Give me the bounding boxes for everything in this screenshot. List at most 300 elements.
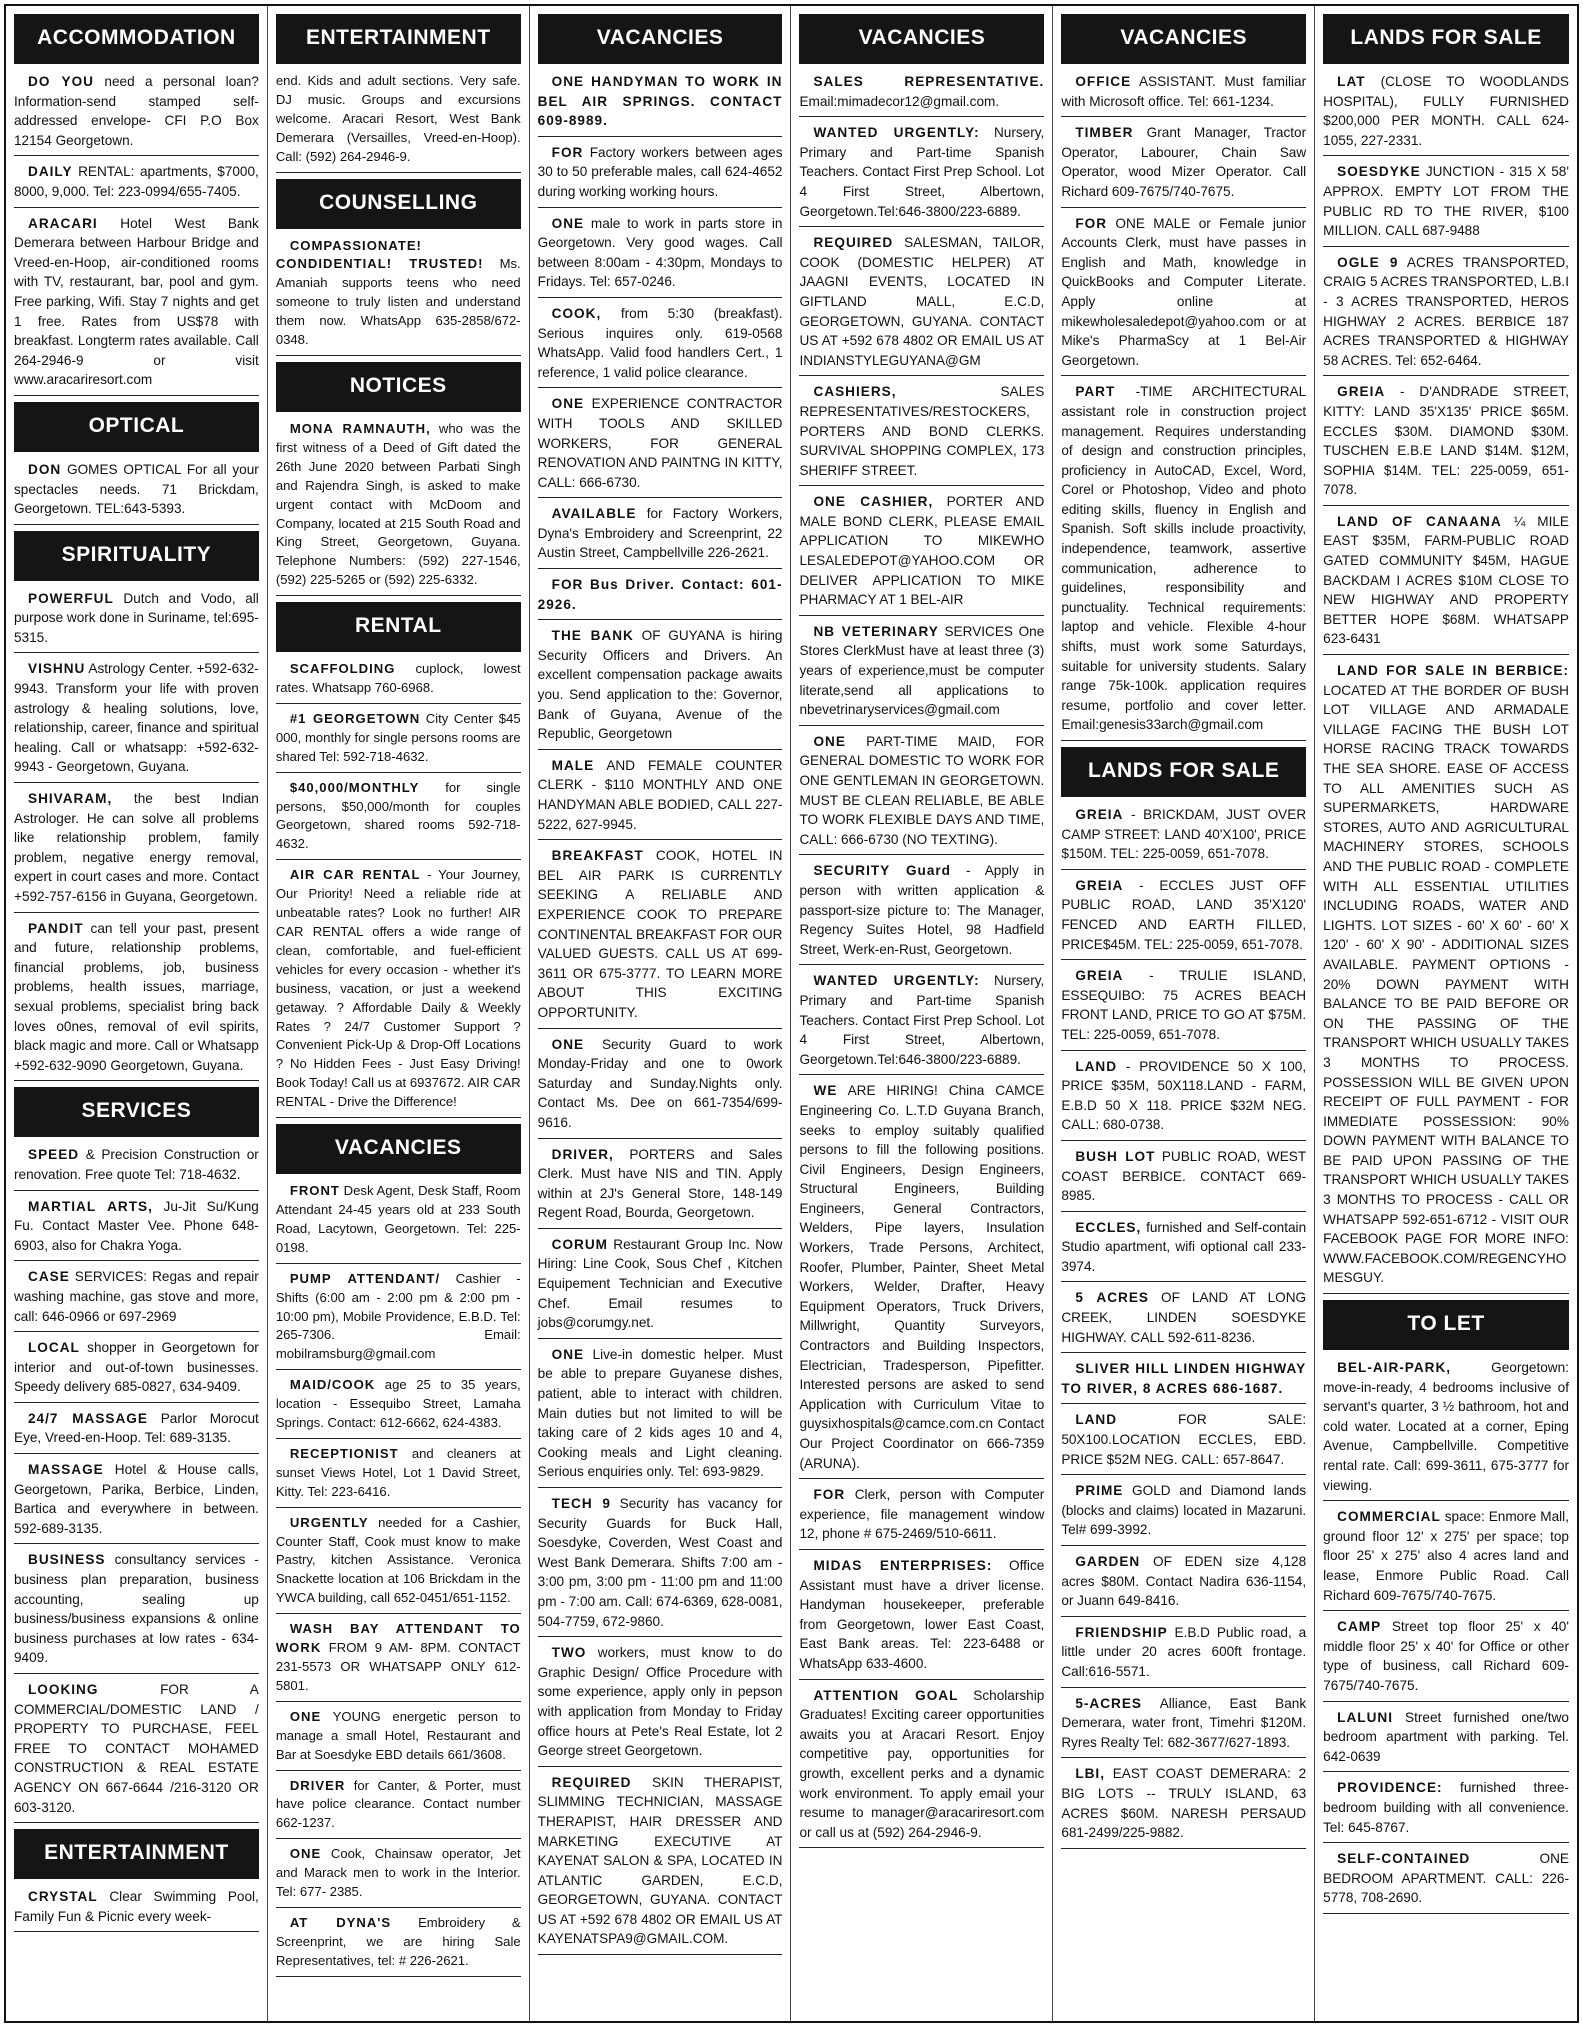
- ad-lead: REQUIRED: [813, 235, 894, 251]
- ad-lead: PANDIT: [28, 920, 84, 936]
- classified-ad: [276, 1376, 521, 1439]
- classified-ad: [276, 866, 521, 1118]
- ad-lead: CORUM: [551, 1236, 609, 1252]
- ad-text: shopper in Georgetown for interior and out-of-town businesses. Speedy delivery 685-0827, 634-9409.: [14, 1340, 259, 1395]
- classified-ad: [538, 72, 783, 137]
- ad-lead: PRIME: [1075, 1483, 1124, 1499]
- classified-ad: [799, 382, 1044, 486]
- ad-lead: NB VETERINARY: [813, 623, 939, 639]
- ad-text: cuplock, lowest rates. Whatsapp 760-6968.: [275, 661, 521, 696]
- ad-lead: LAT: [1337, 74, 1366, 89]
- ad-lead: GREIA: [1075, 807, 1124, 822]
- ad-lead: POWERFUL: [28, 590, 114, 606]
- classified-ad: [14, 1267, 259, 1332]
- ad-text: Nursery, Primary and Part-time Spanish Teachers. Contact First Prep School. Lot 4 First Street, Albertown, Georgetown.Tel:646-3800/223-6889.: [799, 125, 1045, 219]
- classified-ad: [1323, 1507, 1569, 1611]
- ad-text: workers, must know to do Graphic Design/ Office Procedure with some experience, apply only in pepson with application from Monday to Friday office hours at Pete's Real Estate, lot 2 George street Georgetown.: [537, 1645, 783, 1759]
- classified-ad: [276, 1620, 521, 1702]
- ad-lead: MAID/COOK: [289, 1377, 376, 1393]
- ad-text: Nursery, Primary and Part-time Spanish Teachers. Contact First Prep School. Lot 4 First Street, Albertown, Georgetown.Tel:646-3800/223-6889.: [799, 973, 1045, 1067]
- classified-ad: [799, 1686, 1044, 1849]
- classified-ad: [1061, 1552, 1306, 1617]
- ad-text: Grant Manager, Tractor Operator, Labourer, Chain Saw Operator, wood Mizer Operator. Call Richard 609-7675/740-7675.: [1061, 125, 1307, 199]
- ad-lead: BEL-AIR-PARK,: [1337, 1360, 1452, 1376]
- ad-text: Ms. Amaniah supports teens who need someone to truly listen and understand them now. WhatsApp 635-2858/672-0348.: [275, 256, 521, 348]
- ad-text: Restaurant Group Inc. Now Hiring: Line Cook, Sous Chef , Kitchen Equipement Technician and Executive Chef. Email resumes to jobs@corumgy.net.: [537, 1236, 783, 1331]
- ad-text: from 5:30 (breakfast). Serious inquires only. 619-0568 WhatsApp. Valid food handlers Cert., 1 reference, 1 valid police clearance.: [537, 305, 783, 380]
- ad-text: - Your Journey, Our Priority! Need a reliable ride at unbeatable rates? Look no further! AIR CAR RENTAL offers a wide range of clean, comfortable, and fuel-efficient vehicles for every occasion - whether it's business, vacation, or just a weekend getaway. ? Affordable Daily & Weekly Rates ? 24/7 Customer Support ? Convenient Pick-Up & Drop-Off Locations ? No Hidden Fees - Just Easy Driving! Book Today! Call us at 6937672. AIR CAR RENTAL - Drive the Difference!: [275, 867, 521, 1110]
- classified-ad: [1323, 1358, 1569, 1501]
- section-header-spirituality: SPIRITUALITY: [14, 531, 259, 581]
- ad-lead: MIDAS ENTERPRISES:: [813, 1557, 993, 1573]
- ad-lead: SELF-CONTAINED: [1337, 1851, 1471, 1867]
- classified-ad: [276, 1270, 521, 1371]
- ad-lead: ONE: [551, 396, 585, 412]
- ad-lead: COOK,: [551, 305, 602, 321]
- classified-ad: [14, 1145, 259, 1190]
- ad-text: Desk Agent, Desk Staff, Room Attendant 24-45 years old at 233 South Road, Lacytown, Georgetown. Tel: 225-0198.: [275, 1183, 521, 1255]
- ad-text: Hotel West Bank Demerara between Harbour Bridge and Vreed-en-Hoop, air-conditioned rooms with TV, restaurant, bar, pool and gym. Free parking, Wifi. Stay 7 nights and get 1 free. Rates from US$78 with breakfast. Longterm rates available. Call 264-2946-9 or visit www.aracariresort.com: [14, 215, 259, 388]
- classified-ad: [14, 162, 259, 207]
- ad-text: -TIME ARCHITECTURAL assistant role in construction project management. Requires understanding of design and construction principles, proficiency in AutoCAD, Excel, Word, Corel or Photoshop, Video and photo editing skills, fluency in English and Spanish. Soft skills include proactivity, independence, teamwork, assertive communication, adherence to guidelines, responsibility and punctuality. Technical requirements: laptop and vehicle. Flexible 4-hour shifts, must work some Saturdays, suitable for university students. Salary range 75k-100k. application requires resume, portfolio and cover letter. Email:genesis33arch@gmail.com: [1061, 384, 1307, 733]
- classified-ad: [1061, 72, 1306, 117]
- ad-lead: LAND: [1075, 1412, 1118, 1428]
- ad-text: Ju-Jit Su/Kung Fu. Contact Master Vee. Phone 648-6903, also for Chakra Yoga.: [14, 1198, 259, 1253]
- ad-text: - Apply in person with written application & passport-size picture to: The Manager, Regency Suites Hotel, 98 Hadfield Street, Werk-en-Rust, Georgetown.: [799, 863, 1045, 957]
- classified-ad: [538, 1345, 783, 1488]
- classified-ad: [538, 504, 783, 569]
- ad-lead: LALUNI: [1337, 1709, 1393, 1725]
- classified-ad: [1323, 661, 1569, 1294]
- classified-ad: [14, 1409, 259, 1454]
- classified-ad: [14, 919, 259, 1082]
- column-1: [6, 6, 268, 2021]
- classified-ad: [276, 72, 521, 173]
- ad-text: RENTAL: apartments, $7000, 8000, 9,000. Tel: 223-0994/655-7405.: [14, 164, 259, 199]
- ad-text: for Factory Workers, Dyna's Embroidery and Screenprint, 22 Austin Street, Campbellville 226-2621.: [537, 506, 783, 561]
- ad-lead: LAND OF CANAANA: [1337, 513, 1502, 529]
- ad-text: can tell your past, present and future, relationship problems, financial problems, job, business problems, health issues, marriage, sexual problems, specialist bring back loves o0nes, removal of evil spirits, black magic and more. Call or Whatsapp +592-632-9090 Georgetown, Guyana.: [14, 920, 259, 1073]
- ad-lead: COMPASSIONATE! CONDIDENTIAL! TRUSTED!: [275, 237, 484, 272]
- classified-ad: [538, 143, 783, 208]
- column-6: [1315, 6, 1577, 2021]
- classified-ad: [276, 1514, 521, 1615]
- ad-lead: MARTIAL ARTS,: [28, 1198, 153, 1214]
- classified-ad: [14, 789, 259, 913]
- classified-ad: [1061, 214, 1306, 377]
- classified-ad: [538, 394, 783, 498]
- column-2: [268, 6, 530, 2021]
- ad-lead: LAND: [1075, 1058, 1118, 1074]
- classified-ad: [1323, 1849, 1569, 1914]
- ad-text: furnished and Self-contain Studio apartment, wifi optional call 233-3974.: [1061, 1219, 1307, 1274]
- section-header-vacancies: VACANCIES: [799, 14, 1044, 64]
- ad-text: Security has vacancy for Security Guards for Buck Hall, Soesdyke, Coverden, West Coast and West Bank Demerara. Shifts 7:00 am - 3:00 pm, 3:00 pm - 11:00 pm and 11:00 pm - 7:00 am. Call: 674-6369, 628-0081, 504-7759, 672-9860.: [537, 1496, 783, 1629]
- classified-ad: [276, 660, 521, 704]
- ad-text: Georgetown: move-in-ready, 4 bedrooms inclusive of servant's quarter, 3 ½ bathroom, hot and cold water. Located at a corner, Eping Avenue, Campbellville. Competitive rental rate. Call: 699-3611, 675-3777 for viewing.: [1323, 1360, 1569, 1493]
- classified-ad: [1061, 1764, 1306, 1848]
- ad-text: & Precision Construction or renovation. Free quote Tel: 718-4632.: [14, 1147, 259, 1182]
- ad-text: ASSISTANT. Must familiar with Microsoft office. Tel: 661-1234.: [1061, 74, 1307, 109]
- classified-ad: [799, 622, 1044, 726]
- classified-ad: [276, 1445, 521, 1508]
- ad-lead: ONE: [551, 1346, 585, 1362]
- classified-ad: [1323, 1617, 1569, 1701]
- ad-text: GOLD and Diamond lands (blocks and claims) located in Mazaruni. Tel# 699-3992.: [1061, 1483, 1307, 1538]
- classified-ad: [1061, 1218, 1306, 1283]
- ad-lead: AIR CAR RENTAL: [289, 867, 421, 883]
- ad-lead: LBI,: [1075, 1766, 1105, 1782]
- ad-lead: WANTED URGENTLY:: [813, 125, 980, 141]
- ad-lead: MONA RAMNAUTH,: [289, 420, 431, 436]
- ad-lead: CAMP: [1337, 1619, 1382, 1635]
- ad-text: EAST COAST DEMERARA: 2 BIG LOTS -- TRULY ISLAND, 63 ACRES $60M. NARESH PERSAUD 681-2499/225-9882.: [1061, 1766, 1307, 1841]
- classified-ad: [14, 1680, 259, 1823]
- ad-lead: TIMBER: [1075, 125, 1134, 141]
- ad-lead: SLIVER HILL LINDEN HIGHWAY TO RIVER, 8 ACRES 686-1687.: [1061, 1361, 1307, 1396]
- ad-text: and cleaners at sunset Views Hotel, Lot 1 David Street, Kitty. Tel: 223-6416.: [275, 1445, 521, 1499]
- ad-lead: AT DYNA'S: [289, 1914, 392, 1930]
- ad-lead: MALE: [551, 757, 595, 773]
- ad-lead: GARDEN: [1075, 1554, 1141, 1569]
- classified-ad: [799, 732, 1044, 856]
- classified-ad: [1061, 1694, 1306, 1759]
- ad-text: Clear Swimming Pool, Family Fun & Picnic every week-: [14, 1889, 259, 1924]
- ad-lead: SOESDYKE: [1337, 164, 1421, 180]
- ad-text: male to work in parts store in Georgetown. Very good wages. Call between 8:00am - 4:30pm, Mondays to Fridays. Tel: 657-0246.: [537, 215, 783, 290]
- ad-lead: CASHIERS,: [813, 384, 897, 400]
- ad-text: E.B.D Public road, a little under 20 acres 600ft frontage. Call:616-5571.: [1061, 1624, 1307, 1679]
- classified-ad: [799, 123, 1044, 227]
- ad-lead: DRIVER: [289, 1777, 346, 1793]
- ad-lead: BUSINESS: [28, 1552, 106, 1568]
- ad-lead: COMMERCIAL: [1337, 1509, 1441, 1525]
- section-header-rental: RENTAL: [276, 602, 521, 652]
- column-5: [1053, 6, 1315, 2021]
- section-header-lands-for-sale: LANDS FOR SALE: [1061, 747, 1306, 797]
- classified-ad: [1061, 1288, 1306, 1353]
- classified-ad: [276, 420, 521, 596]
- ad-text: - TRULIE ISLAND, ESSEQUIBO: 75 ACRES BEACH FRONT LAND, PRICE TO GO AT $75M. TEL: 225-0059, 651-7078.: [1061, 968, 1307, 1042]
- ad-lead: ONE CASHIER,: [813, 494, 934, 510]
- classified-ad: [1061, 805, 1306, 870]
- classified-ad: [538, 1145, 783, 1229]
- ad-text: OF EDEN size 4,128 acres $80M. Contact Nadira 636-1154, or Juann 649-8416.: [1061, 1554, 1307, 1609]
- ad-lead: RECEPTIONIST: [289, 1445, 399, 1461]
- ad-text: COOK, HOTEL IN BEL AIR PARK IS CURRENTLY SEEKING A RELIABLE AND EXPERIENCE COOK TO PREPARE CONTINENTAL BREAKFAST FOR OUR VALUED GUESTS. CALL US AT 699-3611 OR 675-3777. TO LEARN MORE ABOUT THIS EXCITING OPPORTUNITY.: [537, 848, 783, 1020]
- ad-text: (CLOSE TO WOODLANDS HOSPITAL), FULLY FURNISHED $200,000 PER MONTH. CALL 624-1055, 227-2331.: [1323, 74, 1569, 148]
- ad-text: ACRES TRANSPORTED, CRAIG 5 ACRES TRANSPORTED, L.B.I - 3 ACRES TRANSPORTED, HEROS HIGHWAY 2 ACRES. BERBICE 187 ACRES TRANSPORTED & HIGHWAY 58 ACRES. Tel: 652-6464.: [1323, 254, 1569, 368]
- ad-text: Parlor Morocut Eye, Vreed-en-Hoop. Tel: 689-3135.: [14, 1410, 259, 1446]
- ad-lead: $40,000/MONTHLY: [289, 779, 420, 795]
- ad-text: needed for a Cashier, Counter Staff, Cook must know to make Pastry, kitchen Assistance. Veronica Snackette location at 106 Brickdam in the YWCA building, call 652-0451/651-1152.: [275, 1514, 521, 1606]
- ad-lead: OGLE 9: [1337, 254, 1399, 270]
- classified-ad: [799, 233, 1044, 376]
- section-header-accommodation: ACCOMMODATION: [14, 14, 259, 64]
- classified-ad: [1323, 1708, 1569, 1773]
- ad-lead: 5-ACRES: [1075, 1695, 1142, 1711]
- classified-ad: [14, 589, 259, 654]
- ad-text: for single persons, $50,000/month for couples Georgetown, shared rooms 592-718-4632.: [275, 779, 521, 852]
- section-header-services: SERVICES: [14, 1087, 259, 1137]
- ad-lead: ATTENTION GOAL: [813, 1687, 959, 1703]
- ad-lead: BUSH LOT: [1075, 1148, 1156, 1164]
- classified-ad: [538, 1643, 783, 1767]
- ad-text: for Canter, & Porter, must have police clearance. Contact number 662-1237.: [275, 1777, 521, 1831]
- classified-ad: [14, 1197, 259, 1262]
- classified-ad: [1061, 1359, 1306, 1404]
- classified-ad: [799, 1485, 1044, 1550]
- ad-lead: SCAFFOLDING: [289, 661, 396, 677]
- ad-text: - ECCLES JUST OFF PUBLIC ROAD, LAND 35'X120' FENCED AND EARTH FILLED, PRICE$45M. TEL: 225-0059, 651-7078.: [1061, 877, 1307, 952]
- ad-text: OF LAND AT LONG CREEK, LINDEN SOESDYKE HIGHWAY. CALL 592-611-8236.: [1061, 1290, 1307, 1345]
- ad-text: furnished three-bedroom building with all convenience. Tel: 645-8767.: [1323, 1780, 1569, 1835]
- classified-ad: [276, 1777, 521, 1840]
- classified-ad: [276, 237, 521, 356]
- classified-ad: [1061, 1057, 1306, 1141]
- ad-lead: PART: [1075, 384, 1116, 400]
- ad-text: LOCATED AT THE BORDER OF BUSH LOT VILLAGE AND ARMADALE VILLAGE FACING THE BUSH LOT HORSE RACING TRACK TOWARDS THE SEA SHORE. EASE OF ACCESS TO ALL AMENITIES SUCH AS SUPERMARKETS, HARDWARE STORES, AUTO AND AGRICULTURAL MACHINERY STORES, SCHOOLS AND THE PUBLIC ROAD - COMPLETE WITH ALL ESSENTIAL UTILITIES INCLUDING ROADS, WATER AND LIGHTS. LOT SIZES - 60' X 60' - 60' X 120' - 60' X 90' - ADDITIONAL SIZES AVAILABLE. PAYMENT OPTIONS - 20% DOWN PAYMENT WITH BALANCE TO BE PAID BEFORE OR ON THE PASSING OF THE TRANSPORT WHICH USUALLY TAKES 3 MONTHS TO PROCESS. POSSESSION WILL BE GIVEN UPON RECEIPT OF FULL PAYMENT - FOR IMMEDIATE POSSESSION: 90% DOWN PAYMENT WITH BALANCE TO BE PAID UPON PASSING OF THE TRANSPORT WHICH USUALLY TAKES 3 MONTHS TO PROCESS - CALL OR WHATSAPP 592-651-6712 - VISIT OUR FACEBOOK PAGE FOR MORE INFO: WWW.FACEBOOK.COM/REGENCYHOMESGUY.: [1323, 682, 1569, 1286]
- section-header-vacancies: VACANCIES: [538, 14, 783, 64]
- ad-lead: WASH BAY ATTENDANT TO WORK: [275, 1621, 521, 1656]
- classified-ad: [1061, 1147, 1306, 1212]
- ad-text: ARE HIRING! China CAMCE Engineering Co. L.T.D Guyana Branch, seeks to employ suitably qualified persons to fill the following positions. Civil Engineers, Design Engineers, Structural Engineers, Building Engineers, General Contractors, Welders, Pipe layers, Insulation Workers, Trade Persons, Architect, Roofer, Plumber, Painter, Sheet Metal Workers, Welder, Drafter, Heavy Equipment Operators, Truck Drivers, Millwright, Quantity Surveyors, Contractors and Building Inspectors, Electrician, Tradesperson, Pipefitter. Interested persons are asked to send Application with Curriculum Vitae to guysixhospitals@camce.com.cn Contact Our Project Coordinator on 666-7359 (ARUNA).: [799, 1083, 1045, 1471]
- ad-text: Clerk, person with Computer experience, file management window 12, phone # 675-2469/510-6611.: [799, 1487, 1045, 1542]
- ad-lead: ONE: [551, 215, 585, 231]
- ad-text: Embroidery & Screenprint, we are hiring Sale Representatives, tel: # 226-2621.: [275, 1914, 521, 1968]
- classified-ad: [538, 214, 783, 298]
- ad-lead: #1 GEORGETOWN: [289, 710, 421, 726]
- ad-text: FROM 9 AM- 8PM. CONTACT 231-5573 OR WHATSAPP ONLY 612-5801.: [275, 1640, 521, 1693]
- ad-lead: DO YOU: [28, 74, 95, 89]
- section-header-lands-for-sale: LANDS FOR SALE: [1323, 14, 1569, 64]
- ad-text: Factory workers between ages 30 to 50 preferable males, call 624-4652 during working working hours.: [537, 144, 783, 199]
- classified-ad: [538, 1494, 783, 1637]
- ad-text: ONE BEDROOM APARTMENT. CALL: 226-5778, 708-2690.: [1323, 1851, 1569, 1906]
- ad-text: PORTERS and Sales Clerk. Must have NIS and TIN. Apply within at 2J's General Store, 148-149 Regent Road, Bourda, Georgetown.: [537, 1146, 783, 1221]
- section-header-vacancies: VACANCIES: [1061, 14, 1306, 64]
- ad-text: ONE MALE or Female junior Accounts Clerk, must have passes in English and Math, knowledge in QuickBooks and Computer Literate. Apply online at mikewholesaledepot@yahoo.com or at Mike's PharmaScy at 1 Bel-Air Georgetown.: [1061, 215, 1307, 368]
- section-header-entertainment: ENTERTAINMENT: [14, 1829, 259, 1879]
- classified-ad: [538, 304, 783, 388]
- classified-ad: [1061, 966, 1306, 1050]
- ad-lead: 24/7 MASSAGE: [28, 1410, 148, 1426]
- ad-text: - PROVIDENCE 50 X 100, PRICE $35M, 50X118.LAND - FARM, E.B.D 50 X 118. PRICE $32M NEG. CALL: 680-0738.: [1061, 1058, 1307, 1133]
- ad-lead: BREAKFAST: [551, 848, 644, 864]
- ad-lead: WANTED URGENTLY:: [813, 973, 980, 989]
- classified-ad: [799, 1556, 1044, 1680]
- ad-lead: MASSAGE: [28, 1462, 104, 1478]
- classified-ad: [1061, 382, 1306, 741]
- ad-text: SERVICES One Stores ClerkMust have at least three (3) years of experience,must be computer literate,send all applications to nbevetrinaryservices@gmail.com: [799, 623, 1045, 718]
- ad-text: Email:mimadecor12@gmail.com.: [799, 93, 1000, 109]
- classified-ad: [799, 492, 1044, 616]
- classified-ad: [1061, 1481, 1306, 1546]
- classified-ad: [1323, 512, 1569, 655]
- ad-text: FOR SALE: 50X100.LOCATION ECCLES, EBD. PRICE $52M NEG. CALL: 657-8647.: [1061, 1412, 1307, 1467]
- ad-lead: PROVIDENCE:: [1337, 1780, 1443, 1796]
- classified-ad: [1061, 123, 1306, 207]
- ad-text: Street top floor 25' x 40' middle floor 25' x 40' for Office or other type of business, call Richard 609-7675/740-7675.: [1323, 1619, 1569, 1693]
- classified-ad: [538, 1235, 783, 1339]
- ad-lead: SHIVARAM,: [28, 791, 113, 807]
- ad-text: - D'ANDRADE STREET, KITTY: LAND 35'X135' PRICE $65M. ECCLES $30M. DIAMOND $30M. TUSCHEN E.B.E LAND $14M. $12M, SOPHIA $14M. TEL: 225-0059, 651-7078.: [1323, 384, 1569, 498]
- classified-ad: [538, 626, 783, 750]
- ad-lead: AVAILABLE: [551, 506, 637, 522]
- section-header-notices: NOTICES: [276, 362, 521, 412]
- classified-ad: [799, 72, 1044, 117]
- classified-ad: [1061, 1623, 1306, 1688]
- ad-lead: TWO: [551, 1645, 587, 1661]
- ad-text: Cashier - Shifts (6:00 am - 2:00 pm & 2:00 pm - 10:00 pm), Mobile Providence, E.B.D. Tel: 265-7306. Email: mobilramsburg@gmail.com: [275, 1270, 521, 1362]
- ad-lead: ONE: [289, 1708, 322, 1724]
- ad-text: SALESMAN, TAILOR, COOK (DOMESTIC HELPER) AT JAAGNI EVENTS, LOCATED IN GIFTLAND MALL, E.C.D, GEORGETOWN, GUYANA. CONTACT US AT +592 678 4802 OR EMAIL US AT INDIANSTYLEGUYANA@GM: [799, 235, 1045, 368]
- ad-text: YOUNG energetic person to manage a small Hotel, Restaurant and Bar at Soesdyke EBD details 661/3608.: [275, 1708, 521, 1762]
- ad-lead: CRYSTAL: [28, 1889, 98, 1905]
- ad-text: consultancy services - business plan preparation, business accounting, sealing up business/business expansions & online business purchases at low rates - 634-9409.: [14, 1552, 259, 1666]
- classified-ad: [14, 1887, 259, 1932]
- classified-ad: [14, 1338, 259, 1403]
- ad-text: EXPERIENCE CONTRACTOR WITH TOOLS AND SKILLED WORKERS, FOR GENERAL RENOVATION AND PAINTNG IN KITTY, CALL: 666-6730.: [537, 396, 783, 490]
- classified-ad: [538, 1773, 783, 1955]
- ad-text: SALES REPRESENTATIVES/RESTOCKERS, PORTERS AND BOND CLERKS. SURVIVAL SHOPPING COMPLEX, 173 SHERIFF STREET.: [799, 384, 1045, 478]
- ad-lead: FRIENDSHIP: [1075, 1624, 1168, 1640]
- ad-lead: THE BANK: [551, 628, 634, 644]
- ad-lead: FOR: [1075, 215, 1108, 231]
- ad-lead: ONE: [551, 1036, 585, 1052]
- ad-lead: FRONT: [289, 1183, 340, 1199]
- classified-ad: [14, 214, 259, 396]
- ad-lead: CASE: [28, 1269, 70, 1285]
- ad-lead: FOR: [551, 144, 584, 160]
- ad-text: SKIN THERAPIST, SLIMMING TECHNICIAN, MASSAGE THERAPIST, HAIR DRESSER AND MARKETING EXECUTIVE AT KAYENAT SALON & SPA, LOCATED IN ATLANTIC GARDEN, E.C.D, GEORGETOWN, GUYANA. CONTACT US AT +592 678 4802 OR EMAIL US AT KAYENATSPA9@GMAIL.COM.: [537, 1774, 783, 1947]
- classified-ad: [1323, 162, 1569, 246]
- section-header-counselling: COUNSELLING: [276, 179, 521, 229]
- classified-ad: [1323, 1778, 1569, 1843]
- classified-ad: [14, 659, 259, 783]
- classified-ad: [276, 1845, 521, 1908]
- classified-ad: [14, 1460, 259, 1544]
- ad-text: Live-in domestic helper. Must be able to prepare Guyanese dishes, patient, able to interact with children. Main duties but not limited to will be taking care of 2 kids ages 10 and 4, Cooking meals and Light cleaning. Serious enquiries only. Tel: 693-9829.: [537, 1346, 783, 1480]
- classified-ad: [276, 779, 521, 861]
- ad-text: City Center $45 000, monthly for single persons rooms are shared Tel: 592-718-4632.: [275, 710, 521, 764]
- ad-lead: SPEED: [28, 1147, 80, 1163]
- column-3: [530, 6, 792, 2021]
- ad-lead: OFFICE: [1075, 74, 1132, 89]
- ad-text: GOMES OPTICAL For all your spectacles needs. 71 Brickdam, Georgetown. TEL:643-5393.: [14, 461, 259, 517]
- ad-lead: LOCAL: [28, 1340, 80, 1356]
- classified-ad: [799, 971, 1044, 1075]
- ad-lead: ONE HANDYMAN TO WORK IN BEL AIR SPRINGS. CONTACT 609-8989.: [537, 74, 783, 129]
- section-header-vacancies: VACANCIES: [276, 1124, 521, 1174]
- ad-text: the best Indian Astrologer. He can solve all problems like relationship problem, family problem, negative energy removal, expert in court cases and more. Contact +592-757-6156 in Guyana, Georgetown.: [14, 791, 259, 904]
- classified-ad: [14, 460, 259, 525]
- classified-ad: [1061, 876, 1306, 960]
- classified-ad: [276, 1708, 521, 1771]
- ad-text: need a personal loan? Information-send stamped self-addressed envelope- CFI P.O Box 12154 Georgetown.: [14, 74, 259, 148]
- ad-text: Street furnished one/two bedroom apartment with parking. Tel. 642-0639: [1323, 1709, 1569, 1764]
- ad-text: JUNCTION - 315 X 58' APPROX. EMPTY LOT FROM THE PUBLIC RD TO THE RIVER, $100 MILLION. CALL 687-9488: [1323, 164, 1569, 239]
- ad-lead: PUMP ATTENDANT/: [289, 1270, 441, 1286]
- classified-ad: [538, 1035, 783, 1139]
- ad-text: AND FEMALE COUNTER CLERK - $110 MONTHLY AND ONE HANDYMAN ABLE BODIED, CALL 227-5222, 627-9945.: [537, 757, 783, 832]
- classified-ad: [538, 756, 783, 840]
- ad-text: OF GUYANA is hiring Security Officers and Drivers. An excellent compensation package awaits you. Send application to the: Governor, Bank of Guyana, Avenue of the Republic, Georgetown: [537, 628, 783, 742]
- classified-ad: [276, 1182, 521, 1264]
- ad-lead: SECURITY Guard: [813, 863, 951, 879]
- classified-ad: [1323, 72, 1569, 156]
- ad-text: Office Assistant must have a driver license. Handyman housekeeper, preferable from Georgetown, lower East Coast, East Bank areas. Tel: 223-6488 or WhatsApp 633-4600.: [799, 1557, 1045, 1671]
- ad-text: Hotel & House calls, Georgetown, Parika, Berbice, Linden, Bartica and everywhere in between. 592-689-3135.: [14, 1462, 259, 1536]
- ad-text: ¼ MILE EAST $35M, FARM-PUBLIC ROAD GATED COMMUNITY $45M, HAGUE BACKDAM I ACRES $10M CLOSE TO NEW HIGHWAY AND PROPERTY BETTER HOPE $68M. WHATSAPP 623-6431: [1323, 513, 1569, 647]
- ad-lead: ARACARI: [28, 215, 98, 231]
- ad-text: age 25 to 35 years, location - Essequibo Street, Lamaha Springs. Contact: 612-6662, 624-4383.: [275, 1377, 521, 1431]
- ad-lead: VISHNU: [28, 661, 86, 677]
- ad-lead: WE: [813, 1083, 838, 1099]
- ad-lead: LAND FOR SALE IN BERBICE:: [1337, 663, 1569, 679]
- classified-ad: [276, 710, 521, 773]
- classified-ad: [276, 1914, 521, 1977]
- ad-lead: URGENTLY: [289, 1514, 369, 1530]
- ad-text: Scholarship Graduates! Exciting career opportunities awaits you at Aracari Resort. Enjoy competitive pay, opportunities for growth, excellent perks and a dynamic work environment. To apply email your resume to manager@aracariresort.com or call us at (592) 264-2946-9.: [799, 1687, 1045, 1840]
- section-header-entertainment: ENTERTAINMENT: [276, 14, 521, 64]
- ad-lead: ONE: [813, 733, 846, 749]
- ad-lead: DAILY: [28, 164, 73, 180]
- ad-text: Astrology Center. +592-632-9943. Transform your life with proven astrology & healing solutions, love, relationship, career, finance and spiritual healing. Call or whatsapp: +592-632-9943 - Georgetown, Guyana.: [14, 661, 259, 775]
- ad-lead: 5 ACRES: [1075, 1290, 1149, 1306]
- ad-text: FOR A COMMERCIAL/DOMESTIC LAND / PROPERTY TO PURCHASE, FEEL FREE TO CONTACT MOHAMED CONSTRUCTION & REAL ESTATE AGENCY ON 667-6644 /216-3120 OR 603-3120.: [14, 1682, 259, 1815]
- classified-ad: [799, 1081, 1044, 1479]
- classified-ad: [1323, 253, 1569, 377]
- ad-lead: ECCLES,: [1075, 1219, 1142, 1235]
- classified-ad: [538, 575, 783, 620]
- ad-text: PUBLIC ROAD, WEST COAST BERBICE. CONTACT 669-8985.: [1061, 1148, 1307, 1204]
- ad-lead: ONE: [289, 1846, 322, 1862]
- ad-text: SERVICES: Regas and repair washing machine, gas stove and more, call: 646-0966 or 697-2969: [14, 1269, 259, 1324]
- ad-lead: GREIA: [1075, 968, 1124, 984]
- ad-text: Security Guard to work Monday-Friday and one to 0work Saturday and Sunday.Nights only. Contact Ms. Dee on 661-7354/699-9616.: [537, 1036, 783, 1130]
- ad-lead: GREIA: [1075, 877, 1124, 893]
- ad-text: space: Enmore Mall, ground floor 12' x 275' per space; top floor 25' x 275' also 4 acres land and lease, Enmore Public Road. Call Richard 609-7675/740-7675.: [1323, 1509, 1569, 1603]
- ad-text: Alliance, East Bank Demerara, water front, Timehri $120M. Ryres Realty Tel: 682-3677/627-1893.: [1061, 1695, 1307, 1750]
- ad-text: who was the first witness of a Deed of Gift dated the 26th June 2020 between Parbati Singh and Rajendra Singh, is asked to make urgent contact with McDoom and Company, located at 215 South Road and King Street, Georgetown, Guyana. Telephone Numbers: (592) 227-1546, (592) 225-5265 or (592) 225-6332.: [275, 420, 521, 588]
- ad-text: PORTER AND MALE BOND CLERK, PLEASE EMAIL APPLICATION TO MIKEWHO LESALEDEPOT@YAHOO.COM OR DELIVER APPLICATION TO MIKE PHARMACY AT 1 BEL-AIR: [799, 494, 1045, 608]
- column-4: [791, 6, 1053, 2021]
- ad-lead: GREIA: [1337, 384, 1386, 400]
- ad-lead: REQUIRED: [551, 1774, 632, 1790]
- ad-lead: FOR Bus Driver. Contact: 601-2926.: [537, 577, 783, 612]
- ad-lead: DON: [28, 461, 62, 477]
- ad-lead: DRIVER,: [551, 1146, 614, 1162]
- ad-lead: TECH 9: [551, 1496, 611, 1511]
- ad-text: Cook, Chainsaw operator, Jet and Marack men to work in the Interior. Tel: 677- 2385.: [275, 1846, 521, 1900]
- section-header-optical: OPTICAL: [14, 402, 259, 452]
- ad-text: Dutch and Vodo, all purpose work done in Suriname, tel:695-5315.: [14, 590, 259, 645]
- ad-lead: LOOKING: [28, 1682, 99, 1697]
- ad-lead: FOR: [813, 1487, 846, 1503]
- classified-ad: [799, 861, 1044, 965]
- ad-text: end. Kids and adult sections. Very safe. DJ music. Groups and excursions welcome. Aracari Resort, West Bank Demerara (Versailles, Vreed-en-Hoop). Call: (592) 264-2946-9.: [275, 73, 521, 164]
- classifieds-page: [4, 4, 1579, 2023]
- ad-text: PART-TIME MAID, FOR GENERAL DOMESTIC TO WORK FOR ONE GENTLEMAN IN GEORGETOWN. MUST BE CLEAN RELIABLE, BE ABLE TO WORK FLEXIBLE DAYS AND TIME, CALL: 666-6730 (NO TEXTING).: [799, 733, 1045, 847]
- section-header-to-let: TO LET: [1323, 1300, 1569, 1350]
- classified-ad: [1061, 1410, 1306, 1475]
- classified-ad: [1323, 382, 1569, 506]
- classified-ad: [14, 72, 259, 156]
- ad-text: - BRICKDAM, JUST OVER CAMP STREET: LAND 40'X100', PRICE $150M. TEL: 225-0059, 651-7078.: [1061, 807, 1307, 862]
- ad-lead: SALES REPRESENTATIVE.: [813, 74, 1045, 89]
- classified-ad: [538, 846, 783, 1028]
